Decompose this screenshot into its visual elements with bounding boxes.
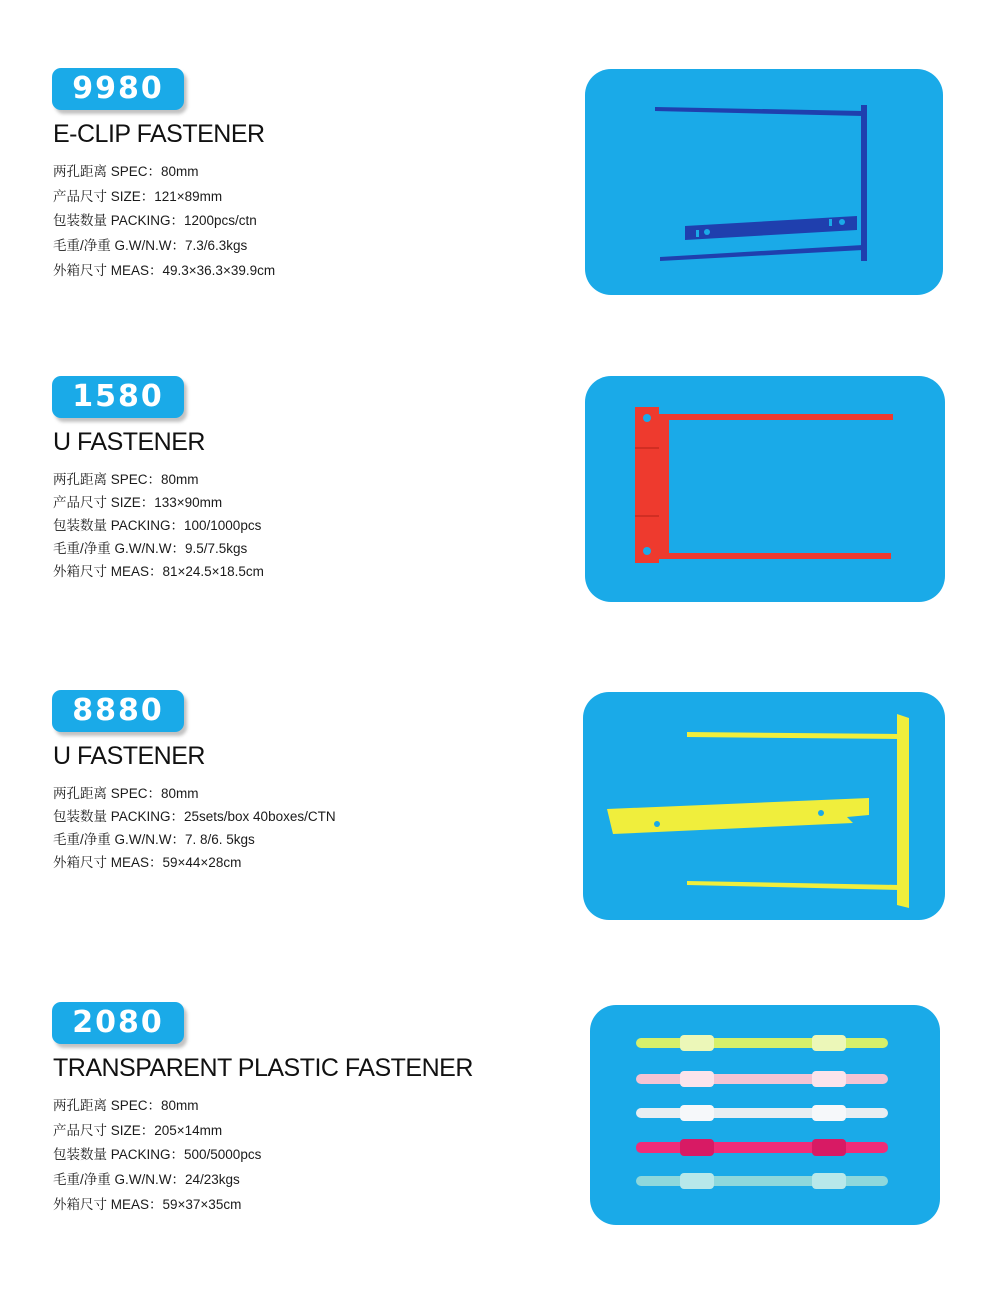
spec-distance: 两孔距离 SPEC：80mm: [53, 472, 199, 487]
spec-weight: 毛重/净重 G.W/N.W：7. 8/6. 5kgs: [53, 832, 255, 847]
spec-list: [53, 468, 264, 583]
spec-packing: 包装数量 PACKING：25sets/box 40boxes/CTN: [53, 809, 336, 824]
spec-distance: 两孔距离 SPEC：80mm: [53, 786, 199, 801]
product-code-badge: 1580: [52, 376, 184, 418]
spec-weight: 毛重/净重 G.W/N.W：24/23kgs: [53, 1172, 240, 1188]
product-image-8880: [583, 692, 945, 920]
product-image-1580: [585, 376, 945, 602]
u-fastener-yellow-illustration: [583, 692, 945, 920]
transparent-fastener-illustration: [590, 1005, 940, 1225]
product-image-9980: [585, 69, 943, 295]
u-fastener-red-illustration: [585, 376, 945, 602]
product-code-badge: 9980: [52, 68, 184, 110]
spec-weight: 毛重/净重 G.W/N.W：9.5/7.5kgs: [53, 541, 248, 556]
spec-packing: 包装数量 PACKING：500/5000pcs: [53, 1147, 262, 1163]
product-image-2080: [590, 1005, 940, 1225]
spec-size: 产品尺寸 SIZE：133×90mm: [53, 495, 223, 510]
spec-list: [53, 160, 275, 284]
spec-size: 产品尺寸 SIZE：205×14mm: [53, 1122, 223, 1138]
spec-weight: 毛重/净重 G.W/N.W：7.3/6.3kgs: [53, 238, 248, 254]
spec-size: 产品尺寸 SIZE：121×89mm: [53, 188, 223, 204]
product-code-badge: 8880: [52, 690, 184, 732]
spec-distance: 两孔距离 SPEC：80mm: [53, 164, 199, 179]
e-clip-fastener-illustration: [585, 69, 943, 295]
spec-measure: 外箱尺寸 MEAS：59×37×35cm: [53, 1196, 242, 1212]
spec-packing: 包装数量 PACKING：100/1000pcs: [53, 518, 262, 533]
product-name: U FASTENER: [53, 428, 205, 456]
spec-measure: 外箱尺寸 MEAS：49.3×36.3×39.9cm: [53, 262, 276, 278]
spec-measure: 外箱尺寸 MEAS：81×24.5×18.5cm: [53, 564, 264, 579]
spec-distance: 两孔距离 SPEC：80mm: [53, 1098, 199, 1113]
product-name: E-CLIP FASTENER: [53, 120, 265, 148]
spec-list: [53, 782, 336, 874]
spec-packing: 包装数量 PACKING：1200pcs/ctn: [53, 213, 257, 229]
product-name: U FASTENER: [53, 742, 205, 770]
product-code-badge: 2080: [52, 1002, 184, 1044]
spec-list: [53, 1094, 261, 1218]
spec-measure: 外箱尺寸 MEAS：59×44×28cm: [53, 855, 242, 870]
product-name: TRANSPARENT PLASTIC FASTENER: [53, 1054, 473, 1082]
